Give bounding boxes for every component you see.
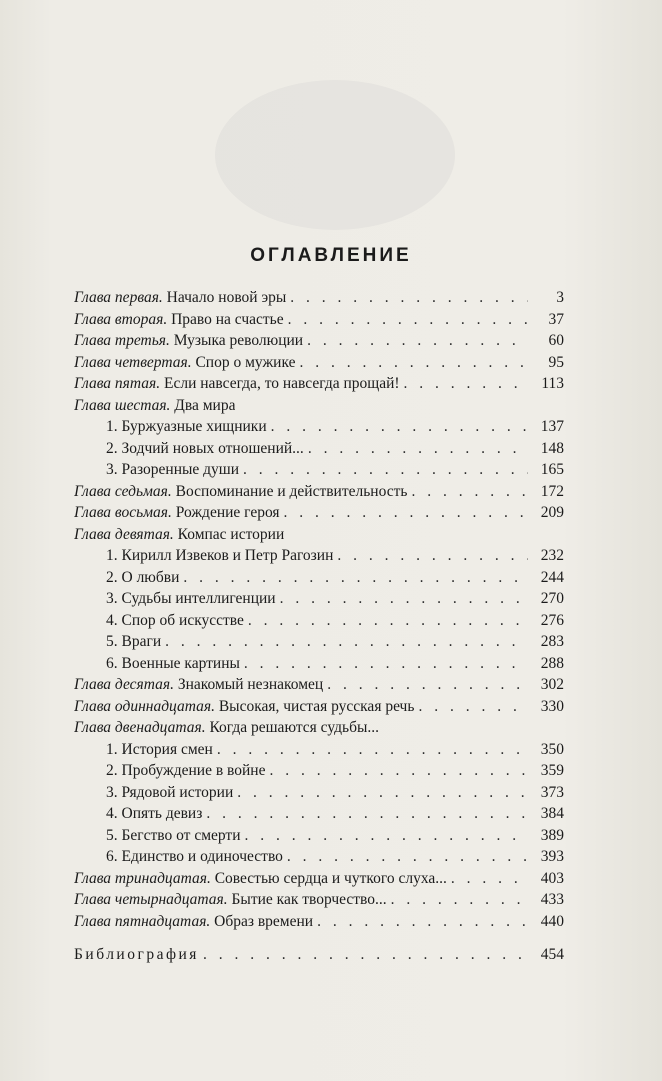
- toc-entry[interactable]: [74, 741, 564, 763]
- chapter-prefix: Глава десятая.: [74, 676, 174, 693]
- chapter-title: 3. Судьбы интеллигенции: [106, 590, 276, 607]
- chapter-title: Образ времени: [210, 912, 314, 930]
- dot-leader: [418, 698, 528, 716]
- toc-page-number: 165: [540, 461, 564, 478]
- chapter-title: 3. Рядовой истории: [106, 783, 234, 801]
- toc-entry-label: [106, 590, 276, 608]
- chapter-title: 1. История смен: [106, 740, 213, 758]
- toc-page-number: 373: [540, 783, 564, 801]
- toc-entry-label: [74, 676, 323, 694]
- chapter-title: Бытие как творчество...: [227, 891, 387, 908]
- dot-leader: [327, 676, 528, 694]
- toc-entry-label: [106, 612, 244, 630]
- toc-entry[interactable]: [74, 354, 564, 376]
- toc-entry-label: [106, 741, 213, 759]
- chapter-prefix: Глава девятая.: [74, 525, 174, 543]
- bleed-through-shadow: [215, 80, 455, 230]
- dot-leader: [451, 870, 528, 888]
- dot-leader: [183, 569, 528, 587]
- toc-page-number: 288: [540, 654, 564, 672]
- chapter-title: 2. Пробуждение в войне: [106, 762, 266, 779]
- chapter-title: Музыка революции: [169, 332, 304, 349]
- chapter-title: 5. Бегство от смерти: [106, 826, 241, 844]
- toc-page-number: 95: [548, 353, 564, 371]
- toc-page-number: 60: [548, 332, 564, 349]
- toc-page-number: 37: [548, 310, 564, 328]
- dot-leader: [307, 332, 528, 350]
- toc-entry[interactable]: [74, 483, 564, 505]
- chapter-prefix: Глава пятнадцатая.: [74, 912, 211, 930]
- dot-leader: [165, 633, 528, 651]
- toc-entry[interactable]: [74, 784, 564, 806]
- toc-page-number: 209: [540, 504, 564, 521]
- toc-entry-label: [106, 633, 161, 651]
- toc-entry[interactable]: [74, 526, 564, 548]
- toc-entry-label: [74, 354, 295, 372]
- chapter-prefix: Глава одиннадцатая.: [74, 697, 215, 715]
- dot-leader: [288, 311, 528, 329]
- toc-page-number: 330: [540, 697, 564, 715]
- chapter-title: 6. Военные картины: [106, 654, 240, 672]
- toc-entry-label: [106, 547, 333, 565]
- toc-entry-label: [74, 375, 400, 393]
- toc-entry-label: [106, 762, 265, 780]
- chapter-prefix: Глава седьмая.: [74, 482, 172, 500]
- toc-entry[interactable]: [74, 461, 564, 483]
- toc-entry[interactable]: [74, 762, 564, 784]
- chapter-title: 2. Зодчий новых отношений...: [106, 439, 304, 457]
- toc-entry-label: [74, 891, 387, 909]
- chapter-title: 1. Буржуазные хищники: [106, 418, 267, 435]
- toc-entry-label: [74, 913, 313, 931]
- chapter-prefix: Глава первая.: [74, 289, 163, 306]
- dot-leader: [269, 762, 528, 780]
- toc-entry-label: [106, 827, 241, 845]
- toc-entry-label: [74, 332, 303, 350]
- chapter-title: 4. Спор об искусстве: [106, 611, 244, 629]
- dot-leader: [308, 440, 528, 458]
- toc-entry-label: [106, 461, 239, 479]
- dot-leader: [243, 461, 528, 479]
- chapter-prefix: Глава шестая.: [74, 396, 171, 414]
- toc-entry-label: [106, 848, 283, 866]
- toc-entry[interactable]: [74, 332, 564, 354]
- toc-entry-label: [74, 311, 284, 329]
- chapter-title: 6. Единство и одиночество: [106, 848, 283, 865]
- toc-page-number: 433: [540, 891, 564, 908]
- dot-leader: [245, 827, 528, 845]
- chapter-title: Знакомый незнакомец: [173, 676, 324, 693]
- chapter-title: 3. Разоренные души: [106, 461, 240, 478]
- chapter-title: Совестью сердца и чуткого слуха...: [210, 869, 447, 887]
- dot-leader: [248, 612, 528, 630]
- page-title: ОГЛАВЛЕНИЕ: [250, 245, 412, 266]
- dot-leader: [299, 354, 528, 372]
- toc-page-number: 359: [540, 762, 564, 779]
- toc-entry[interactable]: [74, 655, 564, 677]
- dot-leader: [411, 483, 528, 501]
- chapter-prefix: Глава третья.: [74, 332, 170, 349]
- dot-leader: [271, 418, 528, 436]
- toc-page-number: 454: [540, 946, 564, 963]
- toc-entry[interactable]: [74, 440, 564, 462]
- chapter-title: 1. Кирилл Извеков и Петр Рагозин: [106, 547, 334, 564]
- dot-leader: [317, 913, 528, 931]
- table-of-contents: [74, 289, 564, 968]
- toc-page-number: 302: [540, 676, 564, 693]
- toc-page-number: 137: [540, 418, 564, 435]
- chapter-prefix: Глава четырнадцатая.: [74, 891, 228, 908]
- toc-entry-bibliography[interactable]: [74, 946, 564, 968]
- toc-page-number: 350: [540, 740, 564, 758]
- toc-entry-label: [74, 719, 379, 737]
- chapter-title: 4. Опять девиз: [106, 805, 203, 822]
- toc-page-number: 3: [556, 289, 564, 306]
- dot-leader: [280, 590, 528, 608]
- chapter-title: Компас истории: [173, 525, 285, 543]
- chapter-title: Воспоминание и действительность: [171, 482, 408, 500]
- toc-entries: [74, 289, 564, 934]
- chapter-title: Спор о мужике: [191, 353, 296, 371]
- toc-entry[interactable]: [74, 504, 564, 526]
- toc-entry[interactable]: [74, 719, 564, 741]
- chapter-title: Если навсегда, то навсегда прощай!: [160, 375, 400, 392]
- toc-page-number: 172: [540, 482, 564, 500]
- toc-page-number: 276: [540, 611, 564, 629]
- dot-leader: [217, 741, 528, 759]
- toc-entry[interactable]: [74, 418, 564, 440]
- toc-entry-label: Библиография: [74, 946, 199, 963]
- toc-entry[interactable]: [74, 397, 564, 419]
- toc-entry-label: [74, 870, 447, 888]
- toc-entry[interactable]: [74, 676, 564, 698]
- toc-entry[interactable]: [74, 289, 564, 311]
- dot-leader: [290, 289, 528, 307]
- toc-entry-label: [74, 289, 286, 307]
- toc-entry[interactable]: [74, 547, 564, 569]
- toc-page-number: 384: [540, 805, 564, 822]
- dot-leader: [206, 805, 528, 823]
- chapter-title: 5. Враги: [106, 633, 162, 650]
- toc-entry[interactable]: [74, 913, 564, 935]
- toc-entry[interactable]: [74, 569, 564, 591]
- toc-page-number: 403: [540, 869, 564, 887]
- dot-leader: [244, 655, 528, 673]
- chapter-title: Когда решаются судьбы...: [205, 719, 379, 736]
- dot-leader: [337, 547, 528, 565]
- chapter-title: Высокая, чистая русская речь: [214, 697, 415, 715]
- toc-page-number: 148: [540, 439, 564, 457]
- toc-entry-label: [74, 698, 414, 716]
- chapter-prefix: Глава двенадцатая.: [74, 719, 206, 736]
- toc-entry-label: [106, 655, 240, 673]
- toc-entry-label: [106, 784, 233, 802]
- dot-leader: [203, 946, 528, 964]
- chapter-title: Два мира: [170, 396, 236, 414]
- dot-leader: [284, 504, 528, 522]
- chapter-title: Начало новой эры: [162, 289, 287, 306]
- toc-entry-label: [74, 504, 280, 522]
- toc-entry[interactable]: [74, 891, 564, 913]
- toc-entry-label: [106, 440, 304, 458]
- dot-leader: [237, 784, 528, 802]
- toc-entry[interactable]: [74, 698, 564, 720]
- chapter-title: Право на счастье: [167, 310, 284, 328]
- toc-entry[interactable]: [74, 805, 564, 827]
- toc-page-number: 244: [540, 568, 564, 586]
- toc-entry[interactable]: [74, 375, 564, 397]
- toc-entry-label: [106, 418, 267, 436]
- toc-entry[interactable]: [74, 870, 564, 892]
- toc-entry[interactable]: [74, 827, 564, 849]
- toc-page-number: 283: [540, 633, 564, 650]
- toc-entry[interactable]: [74, 311, 564, 333]
- chapter-prefix: Глава вторая.: [74, 310, 168, 328]
- chapter-prefix: Глава восьмая.: [74, 504, 172, 521]
- toc-entry[interactable]: [74, 612, 564, 634]
- toc-entry[interactable]: [74, 848, 564, 870]
- chapter-prefix: Глава четвертая.: [74, 353, 192, 371]
- toc-page-number: 232: [540, 547, 564, 564]
- toc-entry[interactable]: [74, 633, 564, 655]
- dot-leader: [287, 848, 528, 866]
- toc-page-number: 113: [541, 375, 564, 392]
- toc-page-number: 440: [540, 912, 564, 930]
- toc-entry-label: [106, 569, 179, 587]
- toc-page-number: 270: [540, 590, 564, 607]
- chapter-prefix: Глава тринадцатая.: [74, 869, 211, 887]
- dot-leader: [391, 891, 528, 909]
- toc-entry-label: [74, 483, 407, 501]
- toc-page-number: 393: [540, 848, 564, 865]
- chapter-title: Рождение героя: [171, 504, 280, 521]
- dot-leader: [404, 375, 528, 393]
- chapter-title: 2. О любви: [106, 568, 180, 586]
- toc-entry[interactable]: [74, 590, 564, 612]
- toc-entry-label: [74, 526, 284, 544]
- toc-entry-label: [74, 397, 235, 415]
- chapter-prefix: Глава пятая.: [74, 375, 161, 392]
- toc-page-number: 389: [540, 826, 564, 844]
- toc-entry-label: [106, 805, 202, 823]
